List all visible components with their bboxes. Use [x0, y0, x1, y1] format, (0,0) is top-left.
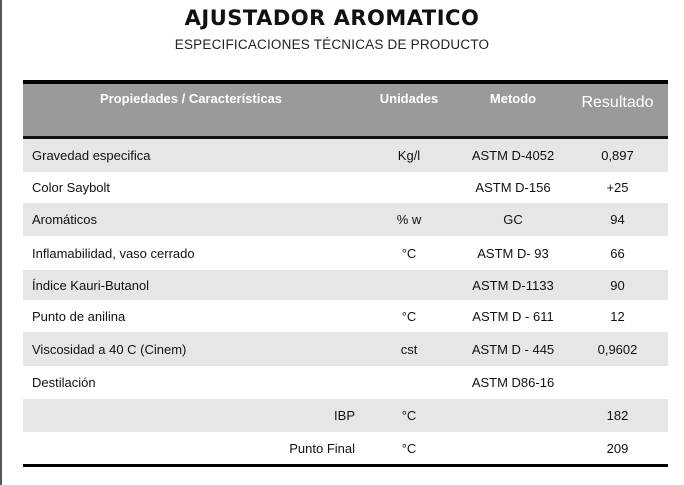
- cell-result: 182: [606, 408, 629, 423]
- cell-units: % w: [396, 212, 422, 227]
- document-title: AJUSTADOR AROMATICO: [184, 6, 480, 30]
- cell-result: 0,897: [601, 148, 634, 163]
- cell-units: cst: [400, 341, 418, 357]
- table-row: [23, 399, 668, 432]
- cell-units: °C: [401, 308, 417, 324]
- cell-property: IBP: [334, 408, 355, 423]
- table-body: [23, 139, 668, 464]
- cell-property: Aromáticos: [32, 212, 98, 227]
- cell-units: [359, 366, 459, 399]
- table-row: [23, 172, 668, 203]
- cell-property: Punto de anilina: [32, 308, 126, 324]
- cell-result: 90: [610, 277, 625, 293]
- cell-method: [459, 432, 567, 464]
- table-header: [23, 84, 668, 138]
- cell-result: [567, 366, 668, 399]
- cell-property: Gravedad especifica: [32, 148, 151, 163]
- cell-property: Destilación: [32, 375, 96, 390]
- header-units: Unidades: [379, 91, 439, 106]
- table-row: [23, 332, 668, 366]
- cell-units: °C: [401, 245, 417, 261]
- cell-method: ASTM D86-16: [471, 375, 555, 390]
- cell-result: 94: [610, 212, 625, 227]
- cell-result: 0,9602: [597, 341, 638, 357]
- cell-units: °C: [401, 440, 417, 456]
- cell-property: Punto Final: [289, 440, 355, 456]
- header-properties: Propiedades / Características: [99, 91, 283, 106]
- cell-method: ASTM D-1133: [472, 277, 554, 293]
- header-method: Metodo: [489, 91, 537, 106]
- table-row: [23, 432, 668, 464]
- table-row: [23, 270, 668, 300]
- table-row: [23, 203, 668, 236]
- cell-property: Índice Kauri-Butanol: [32, 277, 150, 293]
- table-row: [23, 236, 668, 270]
- header-result: Resultado: [581, 94, 654, 111]
- table-row: [23, 366, 668, 399]
- cell-units: [359, 172, 459, 203]
- table-row: [23, 300, 668, 332]
- cell-units: Kg/l: [397, 148, 421, 163]
- table-row: [23, 139, 668, 172]
- left-border-line: [0, 0, 2, 485]
- cell-result: 209: [606, 440, 629, 456]
- cell-property: Viscosidad a 40 C (Cinem): [32, 341, 187, 357]
- cell-method: ASTM D - 611: [472, 308, 554, 324]
- cell-method: [459, 399, 567, 432]
- cell-result: 66: [610, 245, 625, 261]
- table-bottom-rule: [23, 464, 668, 467]
- cell-property: Inflamabilidad, vaso cerrado: [32, 245, 195, 261]
- cell-property: Color Saybolt: [32, 180, 111, 195]
- cell-result: 12: [610, 308, 625, 324]
- cell-method: ASTM D-4052: [471, 148, 555, 163]
- cell-result: +25: [606, 180, 629, 195]
- document-subtitle: ESPECIFICACIONES TÉCNICAS DE PRODUCTO: [174, 37, 490, 52]
- cell-units: °C: [401, 408, 417, 423]
- cell-method: ASTM D-156: [475, 180, 551, 195]
- cell-units: [359, 270, 459, 300]
- cell-method: ASTM D- 93: [477, 245, 549, 261]
- cell-method: ASTM D - 445: [471, 341, 555, 357]
- cell-method: GC: [503, 212, 523, 227]
